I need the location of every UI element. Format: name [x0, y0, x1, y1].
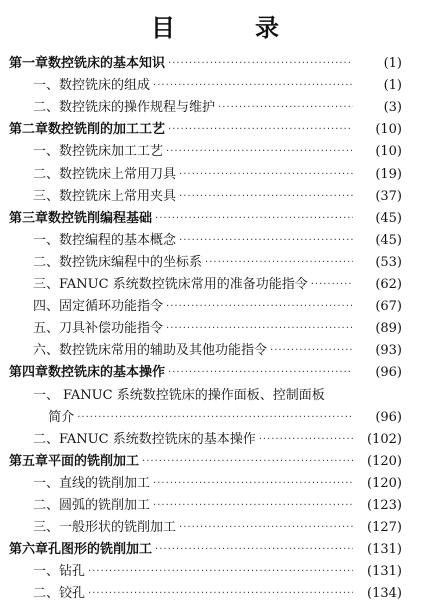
toc-entry-label: 简介 — [48, 409, 75, 425]
toc-chapter-entry — [0, 451, 430, 473]
toc-entry-number: 二、 — [33, 431, 60, 447]
toc-page-number: (131) — [367, 542, 402, 558]
toc-section-entry — [0, 473, 430, 495]
dot-leader — [166, 141, 353, 163]
toc-entry-label: 数控铣床的基本操作 — [48, 365, 166, 381]
toc-page-number: (127) — [367, 520, 402, 536]
toc-entry-number: 五、 — [33, 321, 60, 337]
toc-entry-label: 数控铣床编程中的坐标系 — [59, 254, 203, 270]
toc-page-number: (19) — [375, 166, 402, 182]
dot-leader — [179, 517, 353, 539]
dot-leader — [142, 451, 353, 473]
dot-leader — [205, 252, 353, 274]
toc-entry-number: 二、 — [33, 586, 60, 602]
toc-entry-label: 数控铣床上常用刀具 — [59, 166, 177, 182]
toc-page-number: (45) — [375, 232, 402, 248]
toc-section-entry — [0, 186, 430, 208]
dot-leader — [259, 429, 353, 451]
dot-leader — [218, 97, 353, 119]
toc-entry-number: 一、 — [33, 564, 60, 580]
toc-entry-number: 六、 — [33, 343, 60, 359]
toc-entry-number: 第一章 — [9, 56, 49, 71]
toc-entry-number: 第三章 — [9, 210, 49, 226]
toc-entry-label: FANUC 系统数控铣床常用的准备功能指令 — [59, 277, 308, 292]
toc-section-entry — [0, 274, 430, 296]
toc-page-number: (62) — [375, 277, 402, 292]
toc-entry-number: 二、 — [33, 498, 60, 513]
toc-entry-label: FANUC 系统数控铣床的操作面板、控制面板 — [63, 387, 325, 403]
toc-page-number: (96) — [375, 409, 402, 425]
toc-entry-number: 一、 — [33, 78, 60, 94]
toc-section-entry — [0, 97, 430, 119]
dot-leader — [88, 561, 353, 583]
toc-section-entry — [0, 429, 430, 451]
toc-entry-label: 一般形状的铣削加工 — [59, 520, 177, 536]
toc-page-number: (93) — [375, 343, 402, 359]
page-title: 目 录 — [151, 13, 307, 42]
toc-entry-number: 二、 — [33, 100, 60, 116]
toc-entry-label: 铰孔 — [59, 586, 86, 602]
toc-section-entry — [0, 407, 430, 429]
dot-leader — [88, 583, 353, 605]
dot-leader — [179, 230, 353, 252]
toc-entry-label: 钻孔 — [59, 564, 86, 580]
dot-leader — [168, 362, 353, 384]
toc-entry-number: 一、 — [33, 475, 60, 491]
toc-page-number: (96) — [375, 365, 402, 381]
dot-leader — [155, 539, 353, 561]
toc-entry-number: 第五章 — [9, 453, 49, 469]
toc-entry-label: 固定循环功能指令 — [59, 299, 164, 315]
toc-entry-number: 第六章 — [9, 542, 49, 558]
toc-section-entry — [0, 75, 430, 97]
toc-entry-number: 一、 — [33, 232, 60, 248]
toc-section-entry — [0, 583, 430, 605]
toc-section-entry — [0, 517, 430, 539]
dot-leader — [270, 340, 353, 362]
toc-page-number: (120) — [367, 475, 402, 491]
dot-leader — [166, 318, 353, 340]
toc-chapter-entry — [0, 539, 430, 561]
toc-entry-label: 数控铣削的加工工艺 — [48, 122, 166, 138]
toc-section-entry — [0, 230, 430, 252]
dot-leader — [311, 274, 353, 296]
toc-entry-label: 直线的铣削加工 — [59, 475, 151, 491]
toc-page-number: (102) — [367, 431, 402, 447]
toc-entry-label: 数控铣床常用的辅助及其他功能指令 — [59, 343, 268, 359]
toc-entry-number: 第二章 — [9, 122, 49, 138]
toc-section-entry — [0, 340, 430, 362]
toc-page-number: (89) — [375, 321, 402, 337]
toc-entry-label: 圆弧的铣削加工 — [59, 498, 151, 513]
toc-entry-label: 数控编程的基本概念 — [59, 232, 177, 248]
toc-page-number: (1) — [383, 56, 402, 71]
toc-entry-label: 数控铣床上常用夹具 — [59, 188, 177, 204]
toc-entry-number: 四、 — [33, 299, 60, 315]
toc-section-entry — [0, 296, 430, 318]
toc-page-number: (131) — [367, 564, 402, 580]
dot-leader — [179, 186, 353, 208]
toc-section-entry — [0, 252, 430, 274]
toc-section-entry — [0, 164, 430, 186]
toc-entry-label: 数控铣床的基本知识 — [48, 56, 166, 71]
toc-chapter-entry — [0, 119, 430, 141]
toc-page-number: (120) — [367, 453, 402, 469]
dot-leader — [166, 296, 353, 318]
dot-leader — [153, 473, 353, 495]
toc-section-entry — [0, 318, 430, 340]
toc-entry-number: 三、 — [33, 188, 60, 204]
toc-page-number: (10) — [375, 122, 402, 138]
toc-page-number: (134) — [367, 586, 402, 602]
dot-leader — [168, 53, 353, 75]
dot-leader — [179, 164, 353, 186]
toc-entry-number: 三、 — [33, 520, 60, 536]
dot-leader — [77, 407, 353, 429]
toc-chapter-entry — [0, 53, 430, 75]
dot-leader — [153, 75, 353, 97]
toc-page-number: (45) — [375, 210, 402, 226]
toc-chapter-entry — [0, 362, 430, 384]
dot-leader — [153, 495, 353, 517]
toc-section-entry — [0, 385, 430, 407]
toc-page-number: (3) — [383, 100, 402, 116]
toc-entry-number: 三、 — [33, 277, 60, 292]
toc-entry-number: 一、 — [33, 387, 60, 403]
toc-entry-number: 二、 — [33, 166, 60, 182]
toc-page-number: (10) — [375, 144, 402, 160]
toc-page-number: (53) — [375, 254, 402, 270]
toc-section-entry — [0, 141, 430, 163]
toc-chapter-entry — [0, 208, 430, 230]
toc-entry-number: 一、 — [33, 144, 60, 160]
toc-entry-label: 数控铣床的组成 — [59, 78, 151, 94]
toc-entry-number: 二、 — [33, 254, 60, 270]
toc-entry-number: 第四章 — [9, 365, 49, 381]
toc-section-entry — [0, 561, 430, 583]
toc-section-entry — [0, 495, 430, 517]
dot-leader — [168, 119, 353, 141]
toc-entry-label: FANUC 系统数控铣床的基本操作 — [59, 431, 256, 447]
toc-entry-label: 数控铣床加工工艺 — [59, 144, 164, 160]
toc-entry-label: 孔图形的铣削加工 — [48, 542, 153, 558]
toc-page-number: (37) — [375, 188, 402, 204]
toc-page-number: (67) — [375, 299, 402, 315]
toc-entry-label: 数控铣削编程基础 — [48, 210, 153, 226]
toc-page-number: (1) — [383, 78, 402, 94]
toc-entry-label: 数控铣床的操作规程与维护 — [59, 100, 216, 116]
dot-leader — [155, 208, 353, 230]
toc-entry-label: 刀具补偿功能指令 — [59, 321, 164, 337]
toc-page-number: (123) — [367, 498, 402, 513]
toc-entry-label: 平面的铣削加工 — [48, 453, 140, 469]
